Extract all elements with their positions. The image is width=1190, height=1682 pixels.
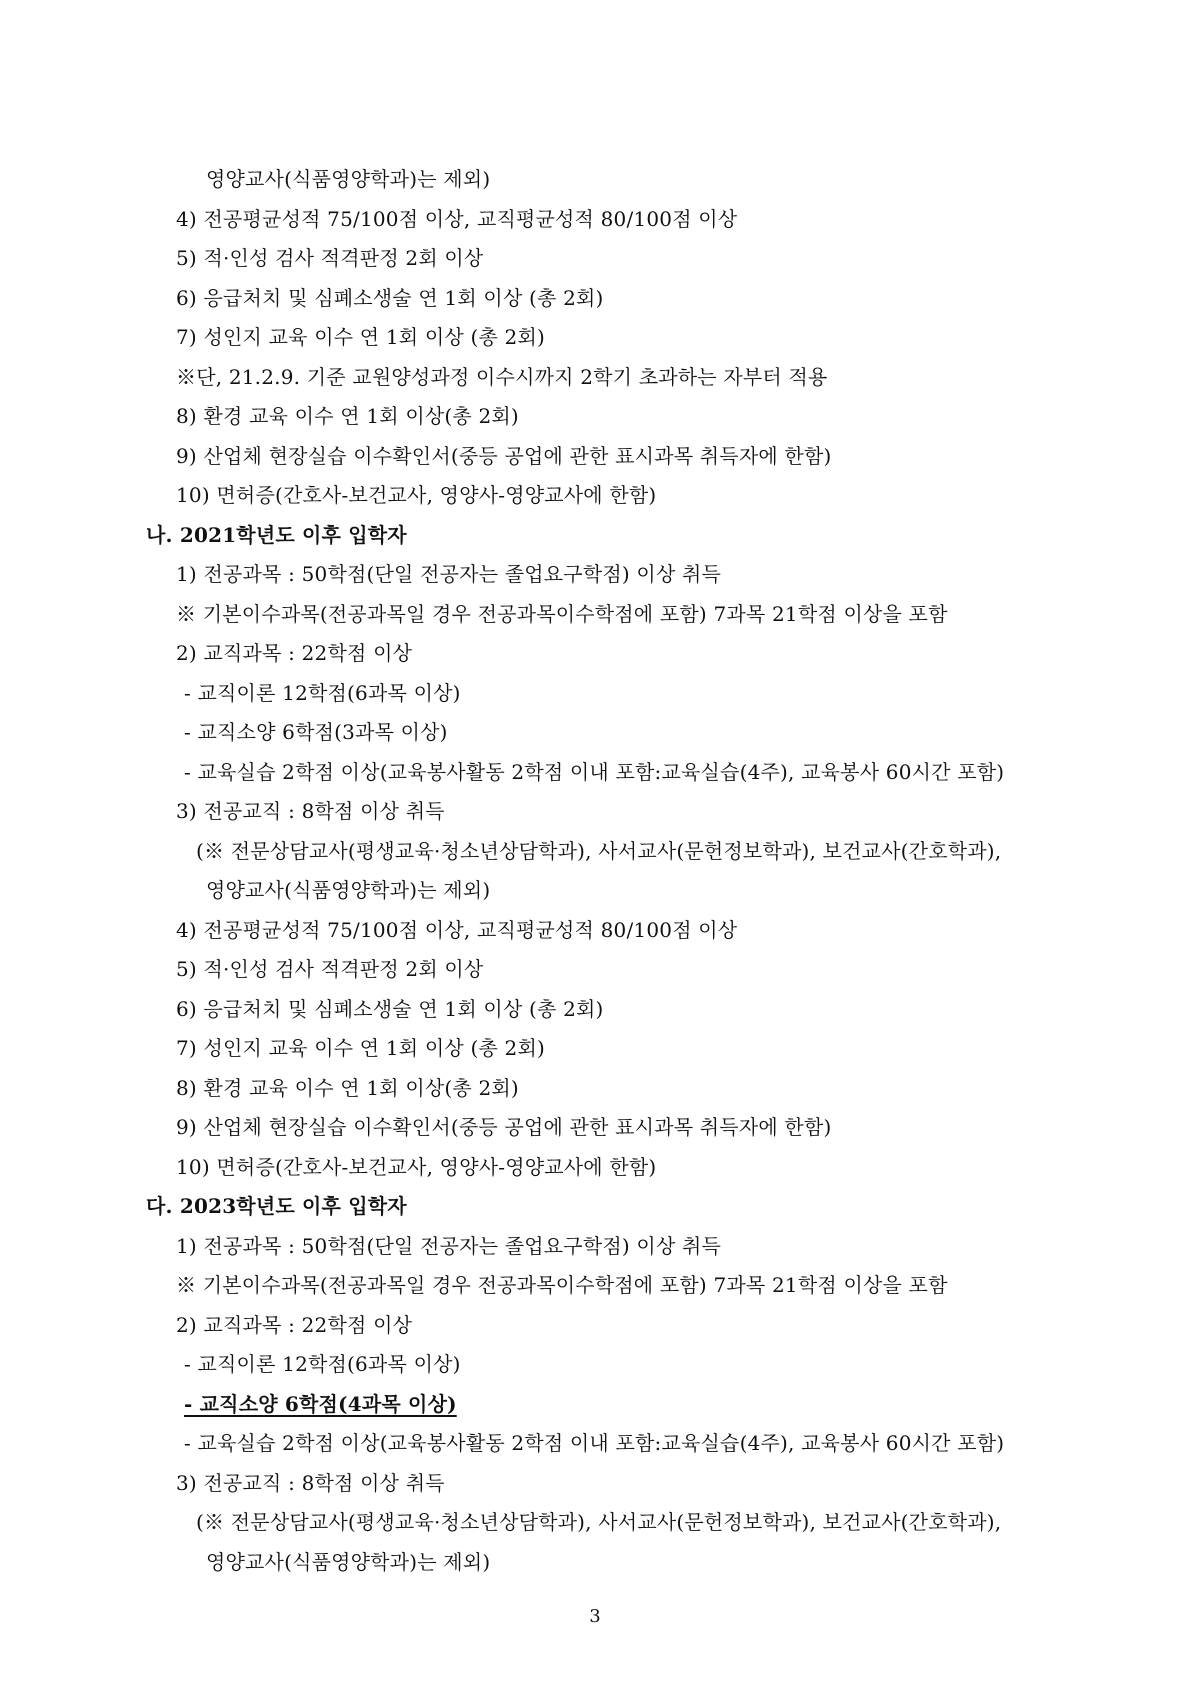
list-item: 2) 교직과목 : 22학점 이상 — [176, 1312, 413, 1337]
list-item: 4) 전공평균성적 75/100점 이상, 교직평균성적 80/100점 이상 — [176, 206, 738, 231]
list-item: 4) 전공평균성적 75/100점 이상, 교직평균성적 80/100점 이상 — [176, 917, 738, 942]
list-item: 1) 전공과목 : 50학점(단일 전공자는 졸업요구학점) 이상 취득 — [176, 1233, 722, 1258]
list-item: 7) 성인지 교육 이수 연 1회 이상 (총 2회) — [176, 1036, 546, 1060]
text-line: 영양교사(식품영양학과)는 제외) — [206, 1549, 491, 1574]
list-item: 9) 산업체 현장실습 이수확인서(중등 공업에 관한 표시과목 취득자에 한함) — [176, 443, 832, 468]
list-item: 6) 응급처치 및 심폐소생술 연 1회 이상 (총 2회) — [176, 996, 604, 1021]
sub-item: - 교육실습 2학점 이상(교육봉사활동 2학점 이내 포함:교육실습(4주), 교육봉사 60시간 포함) — [184, 1431, 1005, 1455]
list-item: 5) 적·인성 검사 적격판정 2회 이상 — [176, 957, 484, 981]
list-item: 5) 적·인성 검사 적격판정 2회 이상 — [176, 246, 484, 270]
list-item: 10) 면허증(간호사-보건교사, 영양사-영양교사에 한함) — [176, 1154, 657, 1179]
document-body — [146, 160, 1066, 1582]
highlighted-change: - 교직소양 6학점(4과목 이상) — [184, 1391, 457, 1416]
section-heading: 다. 2023학년도 이후 입학자 — [146, 1194, 407, 1218]
list-item: 8) 환경 교육 이수 연 1회 이상(총 2회) — [176, 1075, 519, 1100]
text-line: 영양교사(식품영양학과)는 제외) — [206, 878, 491, 902]
note-line: (※ 전문상담교사(평생교육·청소년상담학과), 사서교사(문헌정보학과), 보건교사(간호학과), — [196, 1510, 1002, 1534]
text-line: 영양교사(식품영양학과)는 제외) — [206, 167, 491, 191]
list-item: 10) 면허증(간호사-보건교사, 영양사-영양교사에 한함) — [176, 483, 657, 507]
note-line: (※ 전문상담교사(평생교육·청소년상담학과), 사서교사(문헌정보학과), 보건교사(간호학과), — [196, 838, 1002, 863]
list-item: 9) 산업체 현장실습 이수확인서(중등 공업에 관한 표시과목 취득자에 한함) — [176, 1115, 832, 1139]
list-item: 1) 전공과목 : 50학점(단일 전공자는 졸업요구학점) 이상 취득 — [176, 562, 722, 586]
section-heading: 나. 2021학년도 이후 입학자 — [146, 522, 407, 547]
list-item: 3) 전공교직 : 8학점 이상 취득 — [176, 1470, 445, 1495]
note-line: ※ 기본이수과목(전공과목일 경우 전공과목이수학점에 포함) 7과목 21학점 이상을 포함 — [176, 1273, 948, 1297]
page-number: 3 — [589, 1606, 601, 1627]
sub-item: - 교직이론 12학점(6과목 이상) — [184, 680, 461, 705]
note-line: ※단, 21.2.9. 기준 교원양성과정 이수시까지 2학기 초과하는 자부터 적용 — [176, 364, 828, 389]
note-line: ※ 기본이수과목(전공과목일 경우 전공과목이수학점에 포함) 7과목 21학점 이상을 포함 — [176, 601, 948, 626]
list-item: 2) 교직과목 : 22학점 이상 — [176, 641, 413, 665]
sub-item — [146, 1385, 1066, 1425]
sub-item: - 교직이론 12학점(6과목 이상) — [184, 1352, 461, 1376]
list-item: 8) 환경 교육 이수 연 1회 이상(총 2회) — [176, 404, 519, 428]
list-item: 6) 응급처치 및 심폐소생술 연 1회 이상 (총 2회) — [176, 285, 604, 310]
list-item: 3) 전공교직 : 8학점 이상 취득 — [176, 799, 445, 823]
list-item: 7) 성인지 교육 이수 연 1회 이상 (총 2회) — [176, 325, 546, 349]
sub-item: - 교직소양 6학점(3과목 이상) — [184, 720, 448, 744]
sub-item: - 교육실습 2학점 이상(교육봉사활동 2학점 이내 포함:교육실습(4주), 교육봉사 60시간 포함) — [184, 759, 1005, 784]
